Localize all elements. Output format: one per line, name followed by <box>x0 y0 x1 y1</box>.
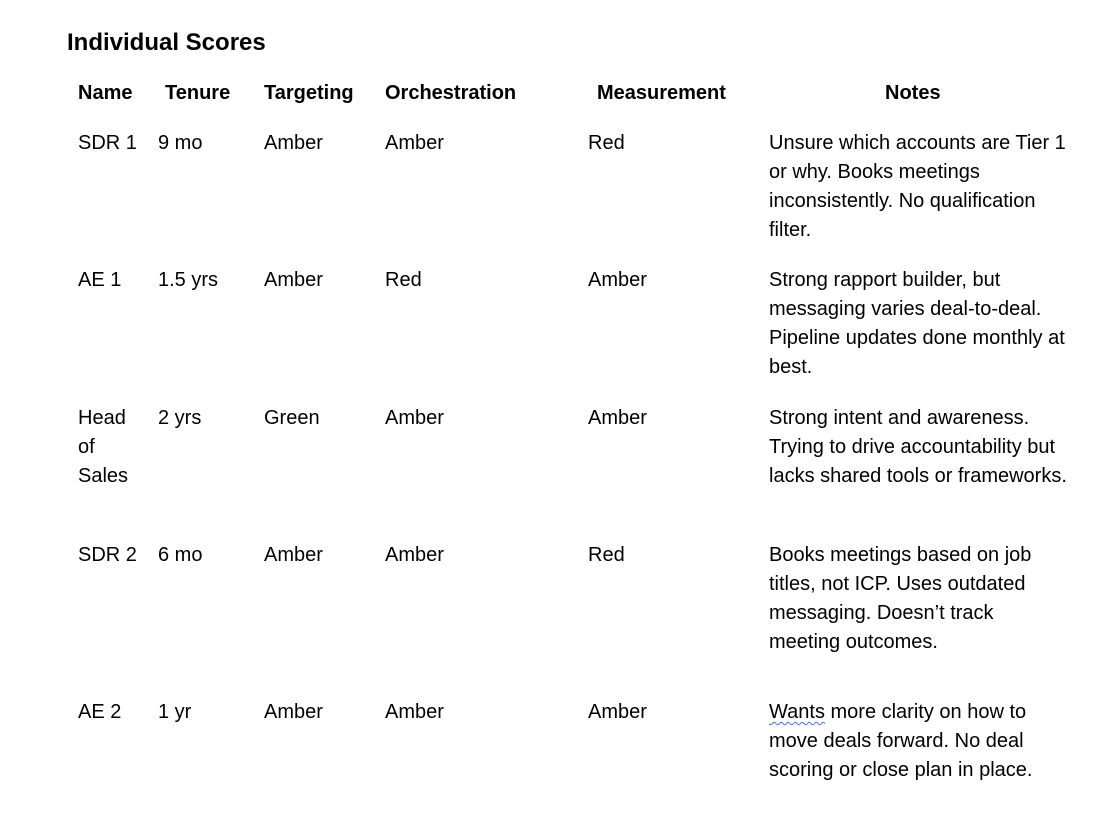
cell-measurement: Red <box>588 544 625 566</box>
cell-name: SDR 2 <box>78 544 137 566</box>
cell-tenure: 6 mo <box>158 544 203 566</box>
cell-orchestration: Amber <box>385 407 444 429</box>
cell-notes <box>769 698 1069 785</box>
cell-orchestration: Amber <box>385 701 444 723</box>
cell-tenure: 2 yrs <box>158 407 202 429</box>
header-notes: Notes <box>885 82 941 104</box>
cell-targeting: Amber <box>264 132 323 154</box>
header-name: Name <box>78 82 133 104</box>
cell-targeting: Amber <box>264 544 323 566</box>
cell-orchestration: Amber <box>385 132 444 154</box>
cell-notes-text: more clarity on how to move deals forward. No deal scoring or close plan in place. <box>769 701 1033 781</box>
cell-notes: Unsure which accounts are Tier 1 or why. Books meetings inconsistently. No qualification filter. <box>769 132 1066 241</box>
cell-measurement: Red <box>588 132 625 154</box>
cell-targeting: Green <box>264 407 320 429</box>
cell-targeting: Amber <box>264 701 323 723</box>
cell-tenure: 1.5 yrs <box>158 269 219 291</box>
cell-measurement: Amber <box>588 701 647 723</box>
header-measurement: Measurement <box>597 82 726 104</box>
cell-measurement: Amber <box>588 407 647 429</box>
cell-measurement: Amber <box>588 269 647 291</box>
cell-notes: Books meetings based on job titles, not ICP. Uses outdated messaging. Doesn’t track meeting outcomes. <box>769 544 1032 653</box>
header-targeting: Targeting <box>264 82 354 104</box>
cell-orchestration: Amber <box>385 544 444 566</box>
cell-name: SDR 1 <box>78 132 137 154</box>
cell-notes: Strong intent and awareness. Trying to drive accountability but lacks shared tools or frameworks. <box>769 407 1067 487</box>
header-tenure: Tenure <box>165 82 231 104</box>
cell-name: AE 1 <box>78 269 122 291</box>
spellcheck-word[interactable]: Wants <box>769 701 825 723</box>
cell-notes: Strong rapport builder, but messaging varies deal-to-deal. Pipeline updates done monthly at best. <box>769 269 1065 378</box>
cell-orchestration: Red <box>385 269 422 291</box>
cell-tenure: 9 mo <box>158 132 203 154</box>
cell-targeting: Amber <box>264 269 323 291</box>
cell-name: AE 2 <box>78 701 122 723</box>
cell-name: Head of Sales <box>78 407 129 487</box>
header-orchestration: Orchestration <box>385 82 517 104</box>
cell-tenure: 1 yr <box>158 701 192 723</box>
page-title: Individual Scores <box>67 29 266 56</box>
